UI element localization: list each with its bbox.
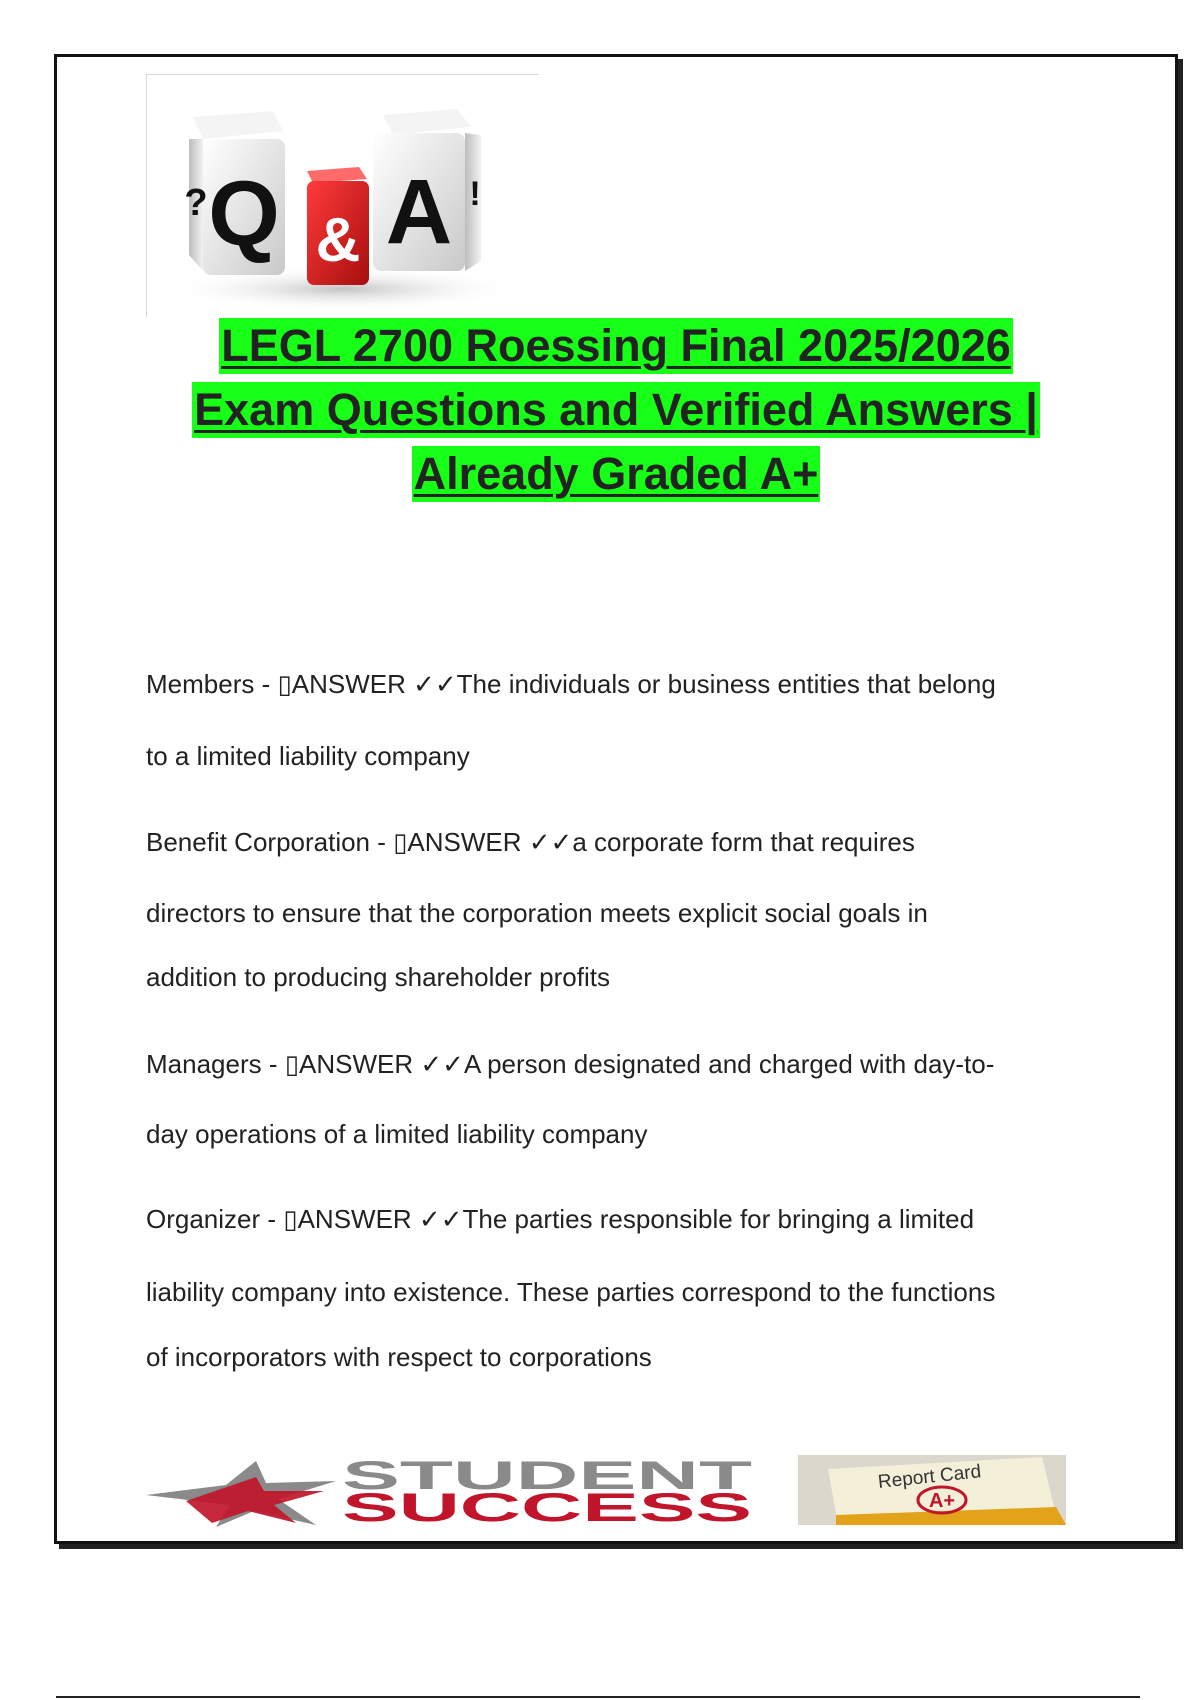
title-line-3: Already Graded A+: [412, 446, 821, 502]
qa-dice-logo: [146, 74, 539, 317]
qa-organizer-line-2: liability company into existence. These parties correspond to the functions: [146, 1277, 996, 1307]
title-line-1: LEGL 2700 Roessing Final 2025/2026: [219, 318, 1013, 374]
student-success-logo: [146, 1455, 1066, 1529]
brand-student: STUDENT: [342, 1455, 752, 1498]
qa-organizer-line-3: of incorporators with respect to corporations: [146, 1342, 652, 1372]
qa-benefit-corp-line-3: addition to producing shareholder profits: [146, 962, 610, 992]
q-die-icon: [184, 111, 285, 275]
qa-benefit-corp-line-2: directors to ensure that the corporation meets explicit social goals in: [146, 898, 928, 928]
report-card-image: [798, 1455, 1066, 1525]
die-a-letter: A: [385, 161, 453, 263]
die-excl: !: [469, 175, 481, 213]
qa-members-line-1: Members - ▯ANSWER ✓✓The individuals or business entities that belong: [146, 669, 996, 699]
a-die-icon: [373, 109, 481, 271]
qa-benefit-corp-line-1: Benefit Corporation - ▯ANSWER ✓✓a corporate form that requires: [146, 827, 915, 857]
report-card-grade: A+: [928, 1490, 956, 1512]
star-swoosh-icon: [146, 1461, 336, 1527]
die-qmark: ?: [184, 182, 208, 224]
report-card-label: Report Card: [877, 1461, 983, 1493]
brand-success: SUCCESS: [342, 1486, 752, 1529]
bottom-divider: [56, 1696, 1140, 1698]
title-line-2: Exam Questions and Verified Answers |: [192, 382, 1040, 438]
qa-managers-line-1: Managers - ▯ANSWER ✓✓A person designated and charged with day-to-: [146, 1049, 995, 1079]
die-amp: &: [315, 206, 361, 275]
qa-managers-line-2: day operations of a limited liability company: [146, 1119, 648, 1149]
qa-organizer-line-1: Organizer - ▯ANSWER ✓✓The parties responsible for bringing a limited: [146, 1204, 975, 1234]
amp-die-icon: [307, 167, 369, 285]
document-title: [100, 314, 1132, 506]
qa-members-line-2: to a limited liability company: [146, 741, 470, 771]
die-q-letter: Q: [208, 163, 280, 265]
